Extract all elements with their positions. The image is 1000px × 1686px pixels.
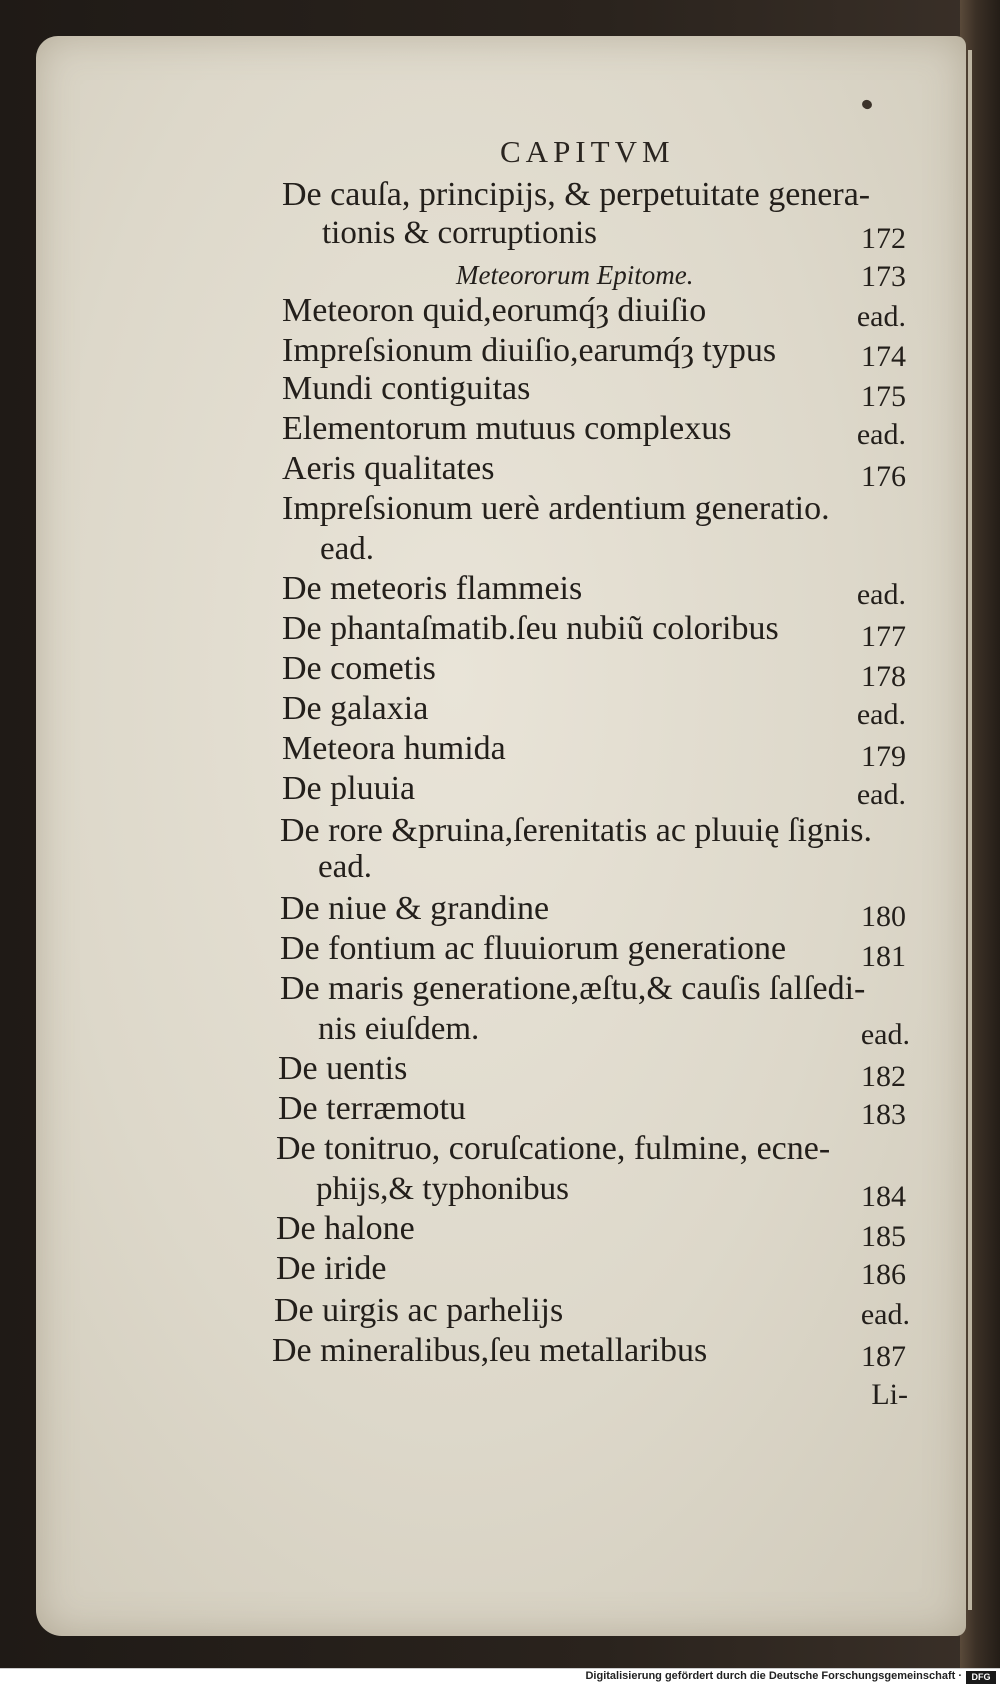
toc-entry-title: De tonitruo, coruſcatione, fulmine, ecne- [276, 1130, 831, 1167]
toc-entry-title: Meteororum Epitome. [456, 260, 694, 290]
toc-entry-page: ead. [856, 698, 906, 731]
footer-credit: Digitalisierung gefördert durch die Deutsche Forschungsgemeinschaft · [585, 1670, 962, 1682]
toc-entry-title: nis eiuſdem. [318, 1011, 480, 1047]
toc-entry-title: Aeris qualitates [282, 450, 495, 487]
toc-entry-title: Impreſsionum diuiſio,earumq́ȝ typus [282, 332, 777, 369]
toc-entry-title: De meteoris flammeis [282, 570, 583, 607]
toc-entry-page: ead. [860, 1018, 910, 1051]
toc-entry-page: 180 [861, 900, 906, 933]
toc-entry-page: 185 [861, 1220, 906, 1253]
toc-entry-title: Elementorum mutuus complexus [282, 410, 732, 447]
toc-entry-page: 174 [861, 340, 906, 373]
toc-entry-title: De cauſa, principijs, & perpetuitate genera- [282, 176, 871, 213]
toc-entry-title: ead. [318, 849, 373, 885]
toc-entry-title: Meteora humida [282, 730, 506, 767]
toc-entry-title: De iride [276, 1250, 387, 1287]
toc-entry-page: ead. [856, 418, 906, 451]
toc-entry-title: phijs,& typhonibus [316, 1171, 570, 1207]
toc-entry-title: De niue & grandine [280, 890, 550, 927]
toc-entry-title: De uirgis ac parhelijs [274, 1292, 564, 1329]
toc-entry-title: De uentis [278, 1050, 408, 1087]
toc-entry-page: 172 [861, 222, 906, 255]
toc-entry-title: tionis & corruptionis [322, 215, 597, 251]
toc-entry-page: ead. [860, 1298, 910, 1331]
toc-entry-page: 178 [861, 660, 906, 693]
page-header: CAPITVM [500, 134, 675, 169]
digitization-footer [0, 1668, 1000, 1686]
toc-entry-page: 179 [861, 740, 906, 773]
toc-entry-title: De maris generatione,æſtu,& cauſis ſalſedi- [280, 970, 866, 1007]
dfg-logo[interactable]: DFG [966, 1671, 996, 1684]
toc-entry-title: De rore &pruina,ſerenitatis ac pluuię ſignis. [280, 812, 872, 849]
toc-entry-title: Impreſsionum uerè ardentium generatio. [282, 490, 830, 527]
toc-entry-page: 181 [861, 940, 906, 973]
catchword: Li- [871, 1378, 908, 1411]
toc-entry-title: De fontium ac fluuiorum generatione [280, 930, 787, 967]
toc-entry-page: 173 [861, 260, 906, 293]
toc-entry-title: Meteoron quid,eorumq́ȝ diuiſio [282, 292, 707, 329]
toc-entry-page: 182 [861, 1060, 906, 1093]
toc-entry-title: De mineralibus,ſeu metallaribus [272, 1332, 708, 1369]
toc-entry-title: Mundi contiguitas [282, 370, 531, 407]
toc-entry-page: ead. [856, 300, 906, 333]
toc-entry-page: 184 [861, 1180, 906, 1213]
toc-entry-title: De cometis [282, 650, 436, 687]
toc-entry-title: De galaxia [282, 690, 429, 727]
toc-entry-page: 187 [861, 1340, 906, 1373]
toc-entry-title: De phantaſmatib.ſeu nubiũ coloribus [282, 610, 779, 647]
toc-entry-title: De terræmotu [278, 1090, 466, 1127]
toc-entry-title: De halone [276, 1210, 415, 1247]
toc-entry-page: ead. [856, 578, 906, 611]
toc-entry-title: De pluuia [282, 770, 416, 807]
toc-entry-page: ead. [856, 778, 906, 811]
toc-entry-page: 175 [861, 380, 906, 413]
toc-entry-page: 186 [861, 1258, 906, 1291]
toc-entry-page: 177 [861, 620, 906, 653]
toc-entry-title: ead. [320, 531, 375, 567]
toc-entry-page: 183 [861, 1098, 906, 1131]
toc-entry-page: 176 [861, 460, 906, 493]
